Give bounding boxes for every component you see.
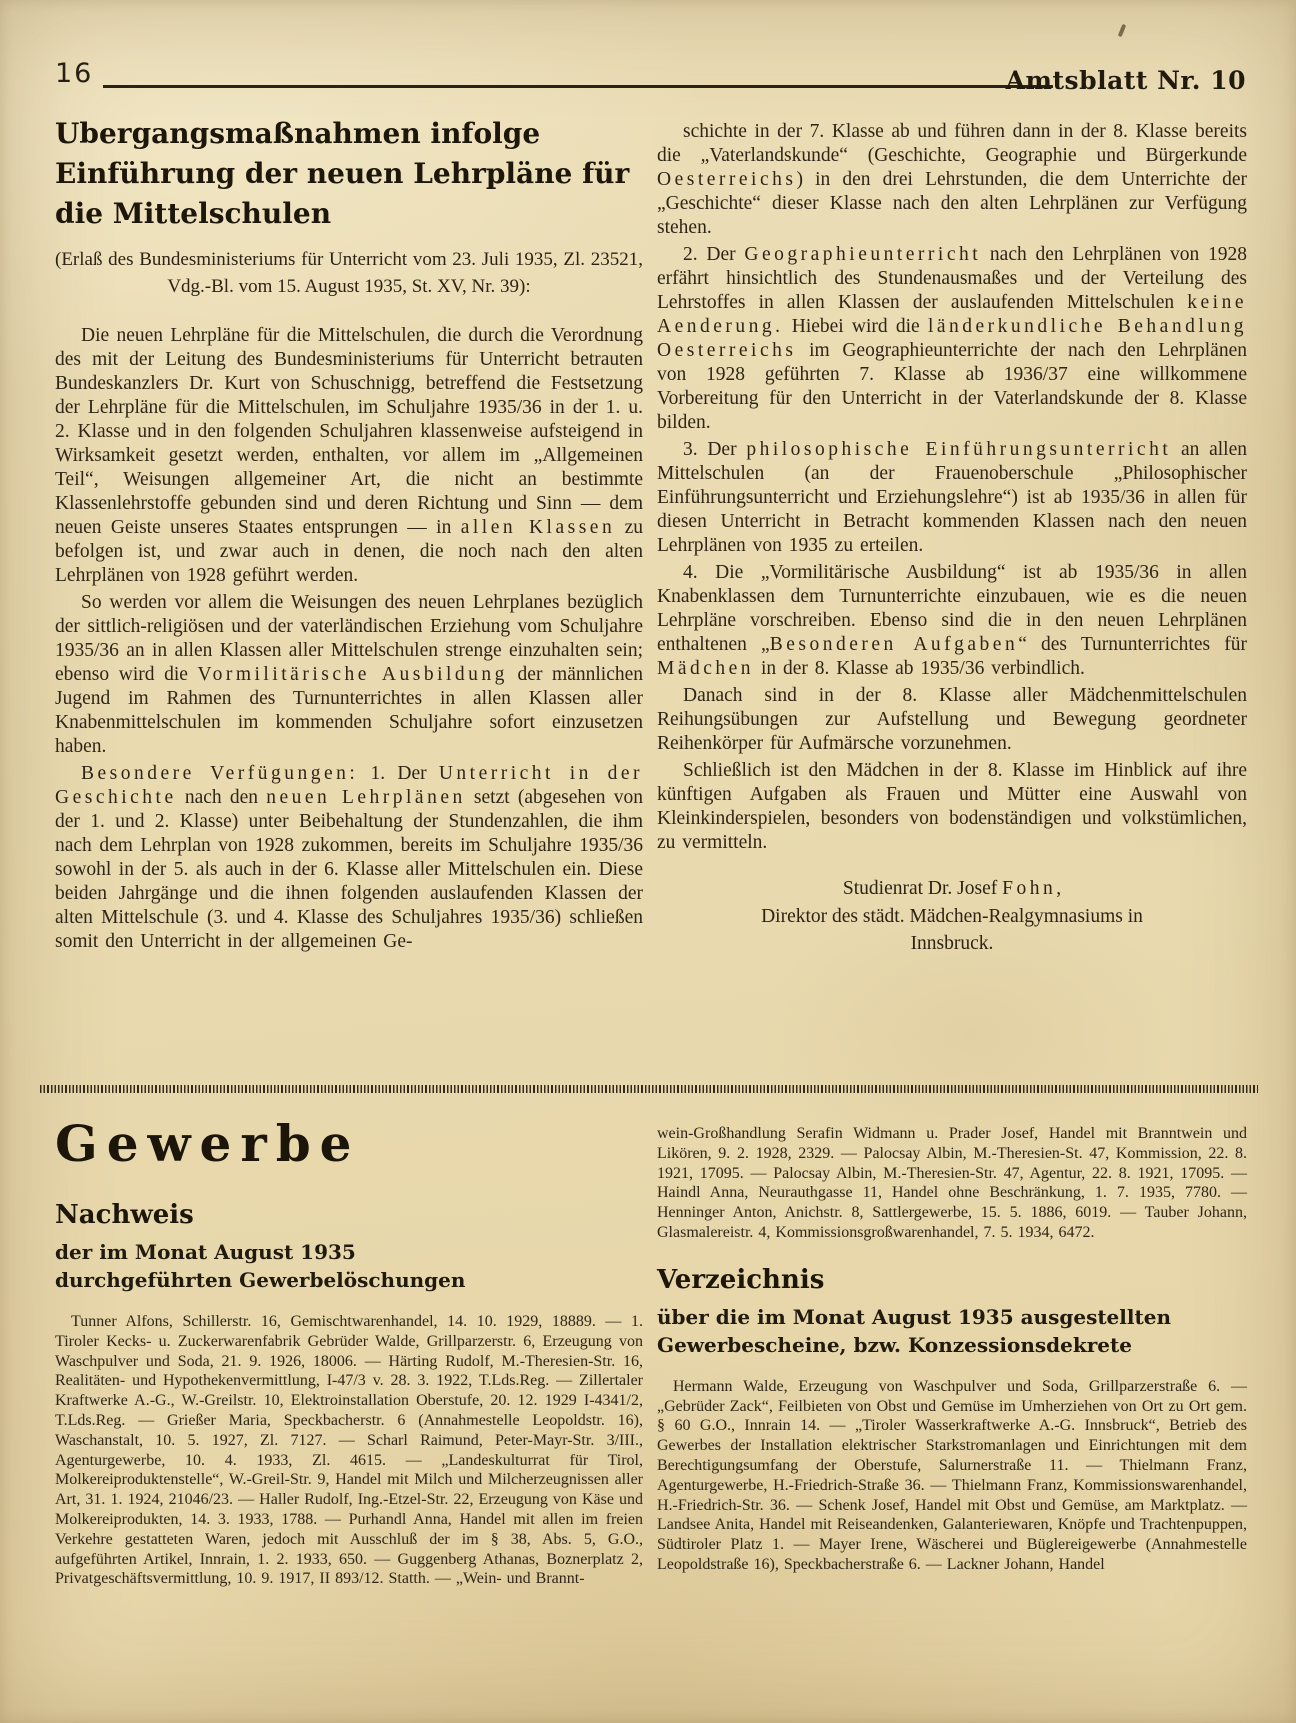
gewerbe-left-column xyxy=(55,1116,643,1589)
verzeichnis-body: Hermann Walde, Erzeugung von Waschpulver und Soda, Grillparzerstraße 6. — „Gebrüder Zack“, Feilbieten von Obst und Gemüse im Umherziehen von Ort zu Ort gem. § 60 G.O., Innrain 14. — „Tiroler Wasserkraftwerke A.-G. Innsbruck“, Betrieb des Gewerbes der Installation elektrischer Starkstromanlagen und Einrichtungen mit dem Berechtigungsumfang der Oberstufe, Salurnerstraße 11. — Thielmann Franz, Agenturgewerbe, H.-Friedrich-Straße 36. — Thielmann Franz, Kommissionswarenhandel, H.-Friedrich-Str. 36. — Schenk Josef, Handel mit Obst und Gemüse, am Marktplatz. — Landsee Anita, Handel mit Reiseandenken, Galanteriewaren, Knöpfe und Trachtenpuppen, Südtiroler Platz 1. — Mayer Irene, Wäscherei und Büglereigewerbe (Annahmestelle Leopoldstraße 16), Speckbacherstraße 6. — Lackner Johann, Handel xyxy=(657,1377,1247,1573)
header-rule xyxy=(103,85,1053,88)
page-number: 16 xyxy=(55,58,94,89)
signature-place: Innsbruck. xyxy=(910,933,994,954)
article-paragraph: schichte in der 7. Klasse ab und führen dann in der 8. Klasse bereits die „Vaterlandskunde“ (Geschichte, Geographie und Bürgerkunde Oesterreichs) in den drei Lehrstunden, die dem Unterrichte der „Geschichte“ dieser Klasse nach den alten Lehrplänen zur Verfügung stehen. xyxy=(657,121,1247,238)
article-paragraph: 4. Die „Vormilitärische Ausbildung“ ist ab 1935/36 in allen Knabenklassen dem Turnunterrichte einzubauen, wie es die neuen Lehrpläne vorschreiben. Ebenso sind die in den neuen Lehrplänen enthaltenen „Besonderen Aufgaben“ des Turnunterrichtes für Mädchen in der 8. Klasse ab 1935/36 verbindlich. xyxy=(657,562,1247,679)
article-signature xyxy=(657,875,1247,958)
nachweis-subheading: der im Monat August 1935 durchgeführten Gewerbelöschungen xyxy=(55,1240,466,1292)
article-paragraph: Die neuen Lehrpläne für die Mittelschulen, die durch die Verordnung des mit der Leitung des Bundesministeriums für Unterricht betrauten Bundeskanzlers Dr. Kurt von Schuschnigg, betreffend die Festsetzung der Lehrpläne für die Mittelschulen, im Schuljahre 1935/36 in der 1. u. 2. Klasse und in den folgenden Schuljahren klassenweise aufsteigend in Wirksamkeit gesetzt werden, enthalten, vor allem im „Allgemeinen Teil“, Weisungen allgemeiner Art, die nicht an bestimmte Klassenlehrstoffe gebunden sind und deren Richtung und Sinn — dem neuen Geiste unseres Staates entsprungen — in allen Klassen zu befolgen ist, und zwar auch in denen, die noch nach den alten Lehrplänen von 1928 geführt werden. xyxy=(55,325,643,586)
signature-name: Studienrat Dr. Josef Fohn, xyxy=(842,878,1062,899)
article-paragraph: Besondere Verfügungen: 1. Der Unterricht in der Geschichte nach den neuen Lehrplänen setzt (abgesehen von der 1. und 2. Klasse) unter Beibehaltung der Stundenzahlen, die ihm nach dem Lehrplan von 1928 zukommen, bereits im Schuljahre 1935/36 sowohl in der 5. als auch in der 6. Klasse aller Mittelschulen ein. Diese beiden Jahrgänge und die ihnen folgenden auslaufenden Klassen der alten Mittelschule (3. und 4. Klasse des Schuljahres 1935/36) schließen somit den Unterricht in der allgemeinen Ge- xyxy=(55,763,643,952)
gewerbe-right-column xyxy=(657,1124,1247,1575)
nachweis-heading: Nachweis xyxy=(55,1200,194,1230)
masthead-title: Amtsblatt Nr. 10 xyxy=(1005,66,1246,95)
article-paragraph: 3. Der philosophische Einführungsunterricht an allen Mittelschulen (an der Frauenoberschule „Philosophischer Einführungsunterricht und Erziehungslehre“) ist ab 1935/36 in allen für diesen Unterricht in Betracht kommenden Klassen nach den neuen Lehrplänen von 1935 zu erteilen. xyxy=(657,439,1247,556)
article-subtitle: (Erlaß des Bundesministeriums für Unterricht vom 23. Juli 1935, Zl. 23521, Vdg.-Bl. vom 15. August 1935, St. XV, Nr. 39): xyxy=(55,249,643,297)
article-left-column xyxy=(55,114,643,954)
nachweis-body: Tunner Alfons, Schillerstr. 16, Gemischtwarenhandel, 14. 10. 1929, 18889. — 1. Tiroler Kecks- u. Zuckerwarenfabrik Gebrüder Walde, Grillparzerstr. 6, Erzeugung von Waschpulver und Soda, 21. 9. 1926, 18006. — Härting Rudolf, M.-Theresien-Str. 16, Realitäten- und Hypothekenvermittlung, I-47/3 v. 28. 3. 1922, T.Lds.Reg. — Zillertaler Kraftwerke A.-G., W.-Greilstr. 10, Elektroinstallation Oberstufe, 20. 12. 1929 I-4341/2, T.Lds.Reg. — Grießer Maria, Speckbacherstr. 6 (Annahmestelle Leopoldstr. 16), Waschanstalt, 10. 5. 1927, Zl. 7127. — Scharl Raimund, Peter-Mayr-Str. 3/III., Agenturgewerbe, 10. 4. 1933, Zl. 4615. — „Landeskulturrat für Tirol, Molkereiproduktenstelle“, W.-Greil-Str. 9, Handel mit Milch und Milcherzeugnissen aller Art, 31. 1. 1924, 21046/23. — Haller Rudolf, Ing.-Etzel-Str. 22, Erzeugung von Käse und Molkereiprodukten, 14. 3. 1933, 1788. — Purhandl Anna, Handel mit allen im freien Verkehre gestatteten Waren, jedoch mit Ausschluß der im § 38, Abs. 5, G.O., aufgeführten Artikel, Innrain, 1. 2. 1933, 650. — Guggenberg Athanas, Boznerplatz 2, Privatgeschäftsvermittlung, 10. 9. 1917, II 893/12. Statth. — „Wein- und Brannt- xyxy=(55,1313,643,1588)
article-title: Ubergangsmaßnahmen infolge Einführung der neuen Lehrpläne für die Mittelschulen xyxy=(55,117,630,230)
paper-speck xyxy=(1118,24,1127,38)
gewerbe-heading: Gewerbe xyxy=(55,1114,361,1173)
article-paragraph: Schließlich ist den Mädchen in der 8. Klasse im Hinblick auf ihre künftigen Aufgaben als Frauen und Mütter eine Auswahl von Kleinkinderspielen, besonders von bodenständigen und volkstümlichen, zu vermitteln. xyxy=(657,760,1247,853)
verzeichnis-block xyxy=(657,1265,1247,1575)
section-divider xyxy=(40,1085,1258,1093)
article-paragraph: Danach sind in der 8. Klasse aller Mädchenmittelschulen Reihungsübungen zur Aufstellung und Bewegung geordneter Reihenkörper für Aufmärsche vorzunehmen. xyxy=(657,685,1247,754)
nachweis-body-continuation: wein-Großhandlung Serafin Widmann u. Prader Josef, Handel mit Branntwein und Likören, 9. 2. 1928, 2329. — Palocsay Albin, M.-Theresien-St. 47, Kommission, 22. 8. 1921, 17095. — Palocsay Albin, M.-Theresien-Str. 47, Agentur, 22. 8. 1921, 17095. — Haindl Anna, Neurauthgasse 11, Handel ohne Beschränkung, 1. 7. 1935, 7780. — Henninger Anton, Anichstr. 8, Sattlergewerbe, 15. 5. 1886, 6019. — Tauber Johann, Glasmalereistr. 4, Kommissionsgroßwarenhandel, 7. 5. 1934, 6472. xyxy=(657,1125,1247,1241)
article-paragraph: So werden vor allem die Weisungen des neuen Lehrplanes bezüglich der sittlich-religiösen und der vaterländischen Erziehung vom Schuljahre 1935/36 an in allen Klassen aller Mittelschulen strenge einzuhalten sein; ebenso wird die Vormilitärische Ausbildung der männlichen Jugend im Rahmen des Turnunterrichtes in allen Klassen aller Knabenmittelschulen im kommenden Schuljahre sofort einzusetzen haben. xyxy=(55,592,644,757)
signature-role: Direktor des städt. Mädchen-Realgymnasiums in xyxy=(761,905,1143,927)
article-paragraph: 2. Der Geographieunterricht nach den Lehrplänen von 1928 erfährt hinsichtlich des Stundenausmaßes und der Verteilung des Lehrstoffes in allen Klassen der auslaufenden Mittelschulen keine Aenderung. Hiebei wird die länderkundliche Behandlung Oesterreichs im Geographieunterrichte der nach den Lehrplänen von 1928 geführten 7. Klasse ab 1936/37 eine willkommene Vorbereitung für den Unterricht in der Vaterlandskunde der 8. Klasse bilden. xyxy=(657,244,1248,433)
verzeichnis-heading: Verzeichnis xyxy=(657,1264,825,1295)
article-right-column xyxy=(657,120,1247,958)
verzeichnis-subheading: über die im Monat August 1935 ausgestellten Gewerbescheine, bzw. Konzessionsdekrete xyxy=(657,1304,1171,1357)
